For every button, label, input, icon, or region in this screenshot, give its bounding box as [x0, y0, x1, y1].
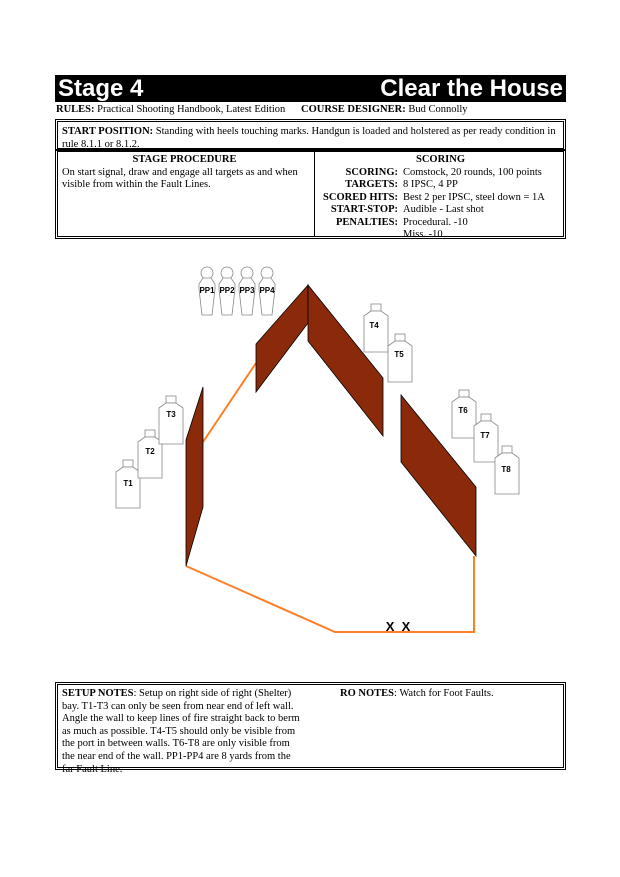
- popper-label: PP2: [219, 286, 235, 295]
- setup-notes-label: SETUP NOTES: [62, 688, 134, 699]
- notes-box: [55, 682, 566, 775]
- scoring-value: Procedural. -10: [403, 216, 468, 228]
- rules-label: RULES:: [56, 104, 95, 115]
- ro-notes-label: RO NOTES: [340, 688, 394, 699]
- popper-label: PP4: [259, 286, 275, 295]
- target-label: T4: [369, 321, 379, 330]
- start-position-text: Standing with heels touching marks. Handgun is loaded and holstered as per ready condition in rule 8.1.1 or 8.1.2.: [62, 126, 556, 150]
- designer-label: COURSE DESIGNER:: [300, 104, 406, 115]
- scoring-key: TARGETS:: [345, 179, 398, 190]
- scoring-value: Best 2 per IPSC, steel down = 1A: [403, 191, 545, 203]
- fault-line: [203, 363, 256, 442]
- start-position-label: START POSITION:: [62, 126, 154, 137]
- stage-title: Clear the House: [380, 75, 563, 102]
- scoring-key: START-STOP:: [330, 204, 398, 215]
- target-label: T7: [480, 431, 490, 440]
- target: [159, 396, 183, 444]
- target-label: T5: [394, 350, 404, 359]
- procedure-text: On start signal, draw and engage all targets as and when visible from within the Fault Lines.: [62, 166, 298, 190]
- procedure-heading: STAGE PROCEDURE: [132, 154, 237, 165]
- target-label: T6: [458, 406, 468, 415]
- scoring-heading: SCORING: [415, 154, 465, 165]
- ro-notes-text: : Watch for Foot Faults.: [393, 688, 494, 699]
- scoring-key: PENALTIES:: [335, 216, 398, 228]
- stage-number: Stage 4: [58, 75, 144, 102]
- scoring-value: Miss. -10: [403, 229, 443, 240]
- scoring-value: 8 IPSC, 4 PP: [403, 179, 458, 190]
- target-label: T1: [123, 479, 133, 488]
- scoring-key: SCORING:: [345, 166, 398, 178]
- setup-notes-text: : Setup on right side of right (Shelter) bay. T1-T3 can only be seen from near end of left wall. Angle the wall to keep lines of fire straight back to berm as much as possible. T4-T5 should only be visible from the port in between walls. T6-T8 are only visible from the near end of the wall. PP1-PP4 are 8 yards from the far Fault Line.: [62, 688, 300, 775]
- designer-value: Bud Connolly: [408, 104, 468, 115]
- fault-line: [186, 556, 474, 632]
- target-label: T2: [145, 447, 155, 456]
- wall: [186, 387, 203, 566]
- popper-label: PP1: [199, 286, 215, 295]
- scoring-value: Comstock, 20 rounds, 100 points: [403, 166, 542, 178]
- scoring-key: SCORED HITS:: [323, 191, 398, 203]
- rules-value: Practical Shooting Handbook, Latest Edition: [97, 104, 286, 115]
- scoring-value: Audible - Last shot: [403, 204, 484, 215]
- setup-notes: [62, 688, 302, 776]
- popper-label: PP3: [239, 286, 255, 295]
- start-marks: X X: [385, 619, 411, 634]
- target-label: T8: [501, 465, 511, 474]
- ro-notes: [340, 688, 560, 699]
- target-label: T3: [166, 410, 176, 419]
